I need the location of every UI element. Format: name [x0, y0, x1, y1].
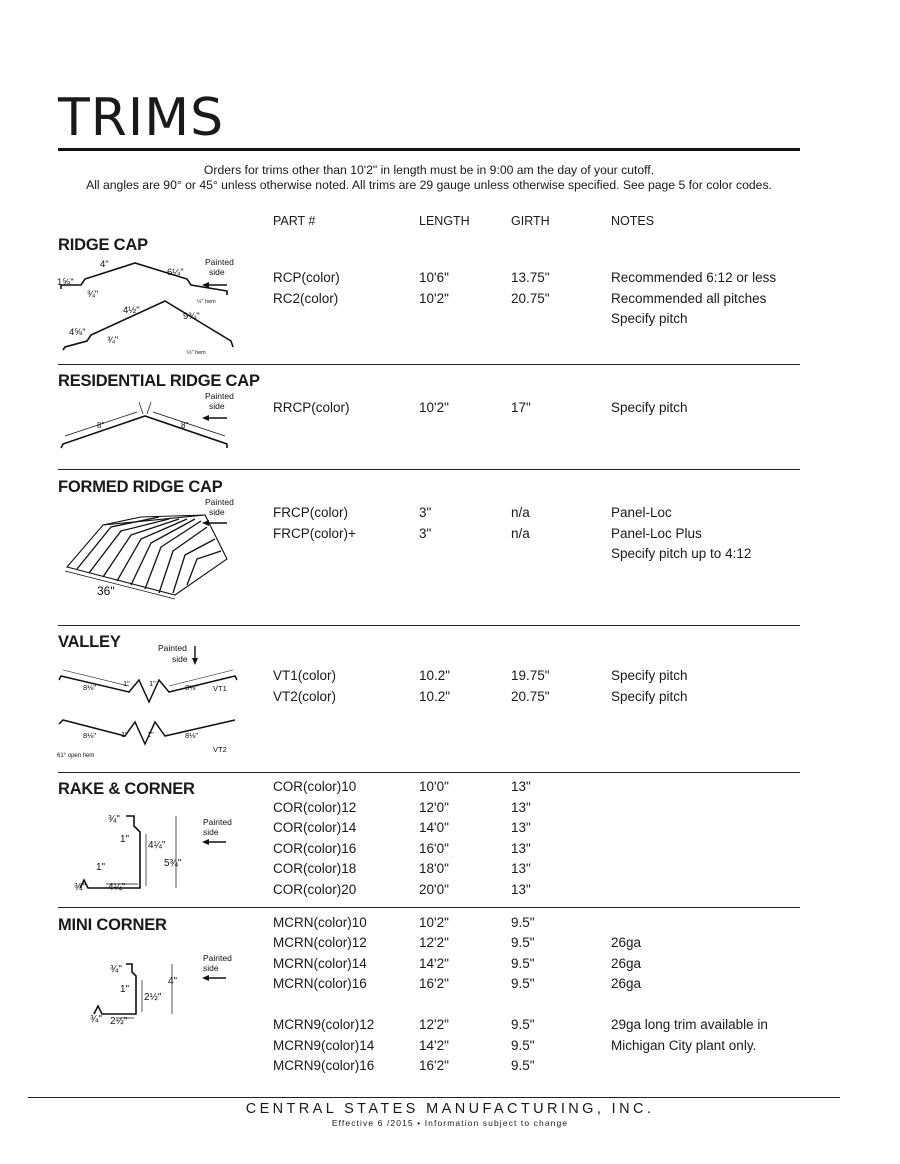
vt2-label: VT2: [213, 745, 227, 754]
ridge1-dim-b: 6¼": [167, 267, 184, 278]
mini-row-6-length: 14'2": [419, 1038, 449, 1053]
rake-row-1-length: 10'0": [419, 779, 449, 794]
mini-row-3-notes: 26ga: [611, 956, 642, 971]
valley2-dim-b: 1": [121, 730, 128, 739]
rake-row-2-length: 12'0": [419, 800, 449, 815]
title-rule: [58, 148, 800, 151]
mini-row-1-part: MCRN(color)10: [273, 915, 367, 930]
residential-ridge-diagram: [55, 390, 245, 460]
valley-row-1-girth: 19.75": [511, 668, 550, 683]
mini-dim-a: ¾": [110, 964, 122, 975]
ridge-painted-label: Painted: [205, 257, 234, 267]
formed-row-1-part: FRCP(color): [273, 505, 349, 520]
valley-dim-d: 8⅛": [185, 683, 199, 692]
ridge1-dim-d: ¾": [87, 289, 99, 300]
rake-row-3-length: 14'0": [419, 820, 449, 835]
rake-dim-d: 5¾": [164, 858, 182, 869]
mini-row-1-girth: 9.5": [511, 915, 535, 930]
rake-row-2-girth: 13": [511, 800, 531, 815]
rake-row-4-part: COR(color)16: [273, 841, 357, 856]
ridge2-dim-b: 9¾": [183, 311, 200, 322]
section-title-valley: VALLEY: [58, 633, 121, 651]
footer-effective: Effective 6 /2015 • Information subject to change: [331, 1118, 569, 1128]
valley2-dim-c: 1": [147, 730, 154, 739]
mini-dim-e: ¾": [90, 1014, 102, 1025]
footer-company: CENTRAL STATES MANUFACTURING, INC.: [245, 1101, 655, 1117]
col-header-notes: NOTES: [611, 214, 655, 228]
vt1-label: VT1: [213, 684, 227, 693]
section-title-formed: FORMED RIDGE CAP: [58, 478, 223, 496]
mini-row-2-notes: 26ga: [611, 935, 642, 950]
valley-painted-label: Painted: [158, 643, 187, 653]
rake-row-3-girth: 13": [511, 820, 531, 835]
mini-side-label: side: [203, 963, 219, 973]
rake-painted-label: Painted: [203, 817, 232, 827]
valley-dim-b: 1": [123, 679, 130, 688]
section-title-rake: RAKE & CORNER: [58, 780, 195, 798]
valley-diagram: [55, 640, 245, 765]
formed-painted-label: Painted: [205, 497, 234, 507]
formed-side-label: side: [209, 507, 225, 517]
rake-dim-f: ¾": [74, 882, 86, 893]
resid-dim-a: 8": [97, 421, 105, 430]
resid-row-1-part: RRCP(color): [273, 400, 350, 415]
resid-arrow-icon: [202, 415, 227, 421]
rake-dim-g: 4¼": [108, 882, 126, 893]
formed-row-2-notes: Panel-Loc Plus: [611, 526, 702, 541]
footer-rule: [28, 1097, 840, 1098]
rake-row-2-part: COR(color)12: [273, 800, 357, 815]
mini-row-5-length: 12'2": [419, 1017, 449, 1032]
rake-row-5-girth: 13": [511, 861, 531, 876]
rake-arrow-icon: [202, 839, 226, 845]
valley-arrow-down-icon: [192, 646, 198, 665]
valley2-dim-d: 8⅛": [185, 731, 199, 740]
section-divider: [58, 364, 800, 365]
rake-row-4-girth: 13": [511, 841, 531, 856]
resid-side-label: side: [209, 401, 225, 411]
rake-row-5-length: 18'0": [419, 861, 449, 876]
valley-row-1-notes: Specify pitch: [611, 668, 688, 683]
intro-line-1: Orders for trims other than 10'2" in length must be in 9:00 am the day of your cutoff.: [203, 163, 655, 177]
rake-row-6-girth: 13": [511, 882, 531, 897]
mini-row-3-part: MCRN(color)14: [273, 956, 367, 971]
valley-row-2-girth: 20.75": [511, 689, 550, 704]
ridge2-dim-d: ¾": [107, 335, 119, 346]
ridge-side-label: side: [209, 267, 225, 277]
mini-row-5-girth: 9.5": [511, 1017, 535, 1032]
rake-dim-a: ¾": [108, 814, 120, 825]
formed-row-1-girth: n/a: [511, 505, 530, 520]
valley-row-1-part: VT1(color): [273, 668, 337, 683]
formed-dim-a: 36": [97, 584, 115, 598]
section-title-ridge-cap: RIDGE CAP: [58, 236, 148, 254]
mini-row-7-part: MCRN9(color)16: [273, 1058, 375, 1073]
mini-row-2-girth: 9.5": [511, 935, 535, 950]
ridge2-dim-c: 4⅝": [69, 327, 86, 338]
ridge2-hem-label: ½" hem: [187, 350, 206, 356]
section-divider: [58, 469, 800, 470]
formed-arrow-icon: [202, 520, 227, 526]
section-title-residential: RESIDENTIAL RIDGE CAP: [58, 372, 260, 390]
mini-dim-f: 2½": [110, 1016, 128, 1027]
mini-row-4-length: 16'2": [419, 976, 449, 991]
valley2-dim-a: 8⅛": [83, 731, 97, 740]
resid-painted-label: Painted: [205, 391, 234, 401]
ridge-row-2-notes: Recommended all pitches: [611, 291, 767, 306]
mini-row-1-length: 10'2": [419, 915, 449, 930]
rake-row-3-part: COR(color)14: [273, 820, 357, 835]
section-divider: [58, 772, 800, 773]
formed-row-3-notes: Specify pitch up to 4:12: [611, 546, 752, 561]
resid-dim-b: 8": [181, 421, 189, 430]
valley-row-2-length: 10.2": [419, 689, 451, 704]
rake-row-1-part: COR(color)10: [273, 779, 357, 794]
valley-side-label: side: [172, 654, 188, 664]
formed-ribs: [77, 517, 221, 593]
rake-row-4-length: 16'0": [419, 841, 449, 856]
ridge1-dim-c: 1⅝": [57, 277, 74, 288]
rake-row-1-girth: 13": [511, 779, 531, 794]
valley-dim-c: 1": [149, 679, 156, 688]
section-divider: [58, 625, 800, 626]
resid-row-1-length: 10'2": [419, 400, 449, 415]
rake-dim-b: 1": [120, 834, 130, 845]
section-title-mini: MINI CORNER: [58, 916, 167, 934]
ridge-row-2-length: 10'2": [419, 291, 449, 306]
col-header-girth: GIRTH: [511, 214, 550, 228]
mini-dim-d: 2½": [144, 992, 162, 1003]
ridge-row-1-girth: 13.75": [511, 270, 550, 285]
mini-row-5-notes: 29ga long trim available in: [611, 1017, 768, 1032]
mini-row-4-girth: 9.5": [511, 976, 535, 991]
valley-open-hem-label: 61° open hem: [57, 753, 95, 759]
valley-row-2-notes: Specify pitch: [611, 689, 688, 704]
formed-ridge-diagram: [55, 495, 245, 600]
formed-row-2-girth: n/a: [511, 526, 530, 541]
mini-dim-b: 1": [120, 984, 130, 995]
mini-row-6-part: MCRN9(color)14: [273, 1038, 375, 1053]
col-header-length: LENGTH: [419, 214, 470, 228]
valley-row-2-part: VT2(color): [273, 689, 337, 704]
ridge-row-2-girth: 20.75": [511, 291, 550, 306]
mini-row-6-notes: Michigan City plant only.: [611, 1038, 757, 1053]
mini-row-7-girth: 9.5": [511, 1058, 535, 1073]
col-header-part: PART #: [273, 214, 316, 228]
intro-line-2: All angles are 90° or 45° unless otherwise noted. All trims are 29 gauge unless otherwise specified. See page 5 for color codes.: [86, 178, 772, 192]
rake-row-5-part: COR(color)18: [273, 861, 357, 876]
mini-row-7-length: 16'2": [419, 1058, 449, 1073]
ridge-cap-diagram: [55, 255, 245, 360]
mini-corner-diagram: [88, 950, 245, 1030]
mini-row-2-length: 12'2": [419, 935, 449, 950]
ridge-row-2-part: RC2(color): [273, 291, 339, 306]
formed-row-2-part: FRCP(color)+: [273, 526, 356, 541]
intro-text: [58, 163, 800, 193]
rake-corner-diagram: [70, 808, 245, 898]
resid-row-1-notes: Specify pitch: [611, 400, 688, 415]
mini-arrow-icon: [202, 975, 226, 981]
valley-dim-a: 8⅛": [83, 683, 97, 692]
valley-row-1-length: 10.2": [419, 668, 451, 683]
mini-row-6-girth: 9.5": [511, 1038, 535, 1053]
mini-row-3-girth: 9.5": [511, 956, 535, 971]
rake-dim-e: 1": [96, 862, 106, 873]
formed-row-1-length: 3": [419, 505, 432, 520]
resid-row-1-girth: 17": [511, 400, 531, 415]
page-title: TRIMS: [58, 88, 225, 148]
mini-row-4-part: MCRN(color)16: [273, 976, 367, 991]
mini-row-5-part: MCRN9(color)12: [273, 1017, 375, 1032]
rake-row-6-length: 20'0": [419, 882, 449, 897]
ridge-row-1-length: 10'6": [419, 270, 449, 285]
mini-row-3-length: 14'2": [419, 956, 449, 971]
mini-painted-label: Painted: [203, 953, 232, 963]
ridge1-dim-a: 4": [100, 259, 109, 270]
ridge-row-1-notes: Recommended 6:12 or less: [611, 270, 777, 285]
section-divider: [58, 907, 800, 908]
ridge1-hem-label: ½" hem: [197, 299, 216, 305]
ridge2-dim-a: 4½": [123, 305, 140, 316]
formed-row-1-notes: Panel-Loc: [611, 505, 672, 520]
mini-dim-c: 4": [168, 976, 178, 987]
formed-row-2-length: 3": [419, 526, 432, 541]
mini-row-2-part: MCRN(color)12: [273, 935, 367, 950]
rake-row-6-part: COR(color)20: [273, 882, 357, 897]
ridge-row-1-part: RCP(color): [273, 270, 340, 285]
mini-row-4-notes: 26ga: [611, 976, 642, 991]
rake-side-label: side: [203, 827, 219, 837]
rake-dim-c: 4¼": [148, 840, 166, 851]
ridge-row-3-notes: Specify pitch: [611, 311, 688, 326]
